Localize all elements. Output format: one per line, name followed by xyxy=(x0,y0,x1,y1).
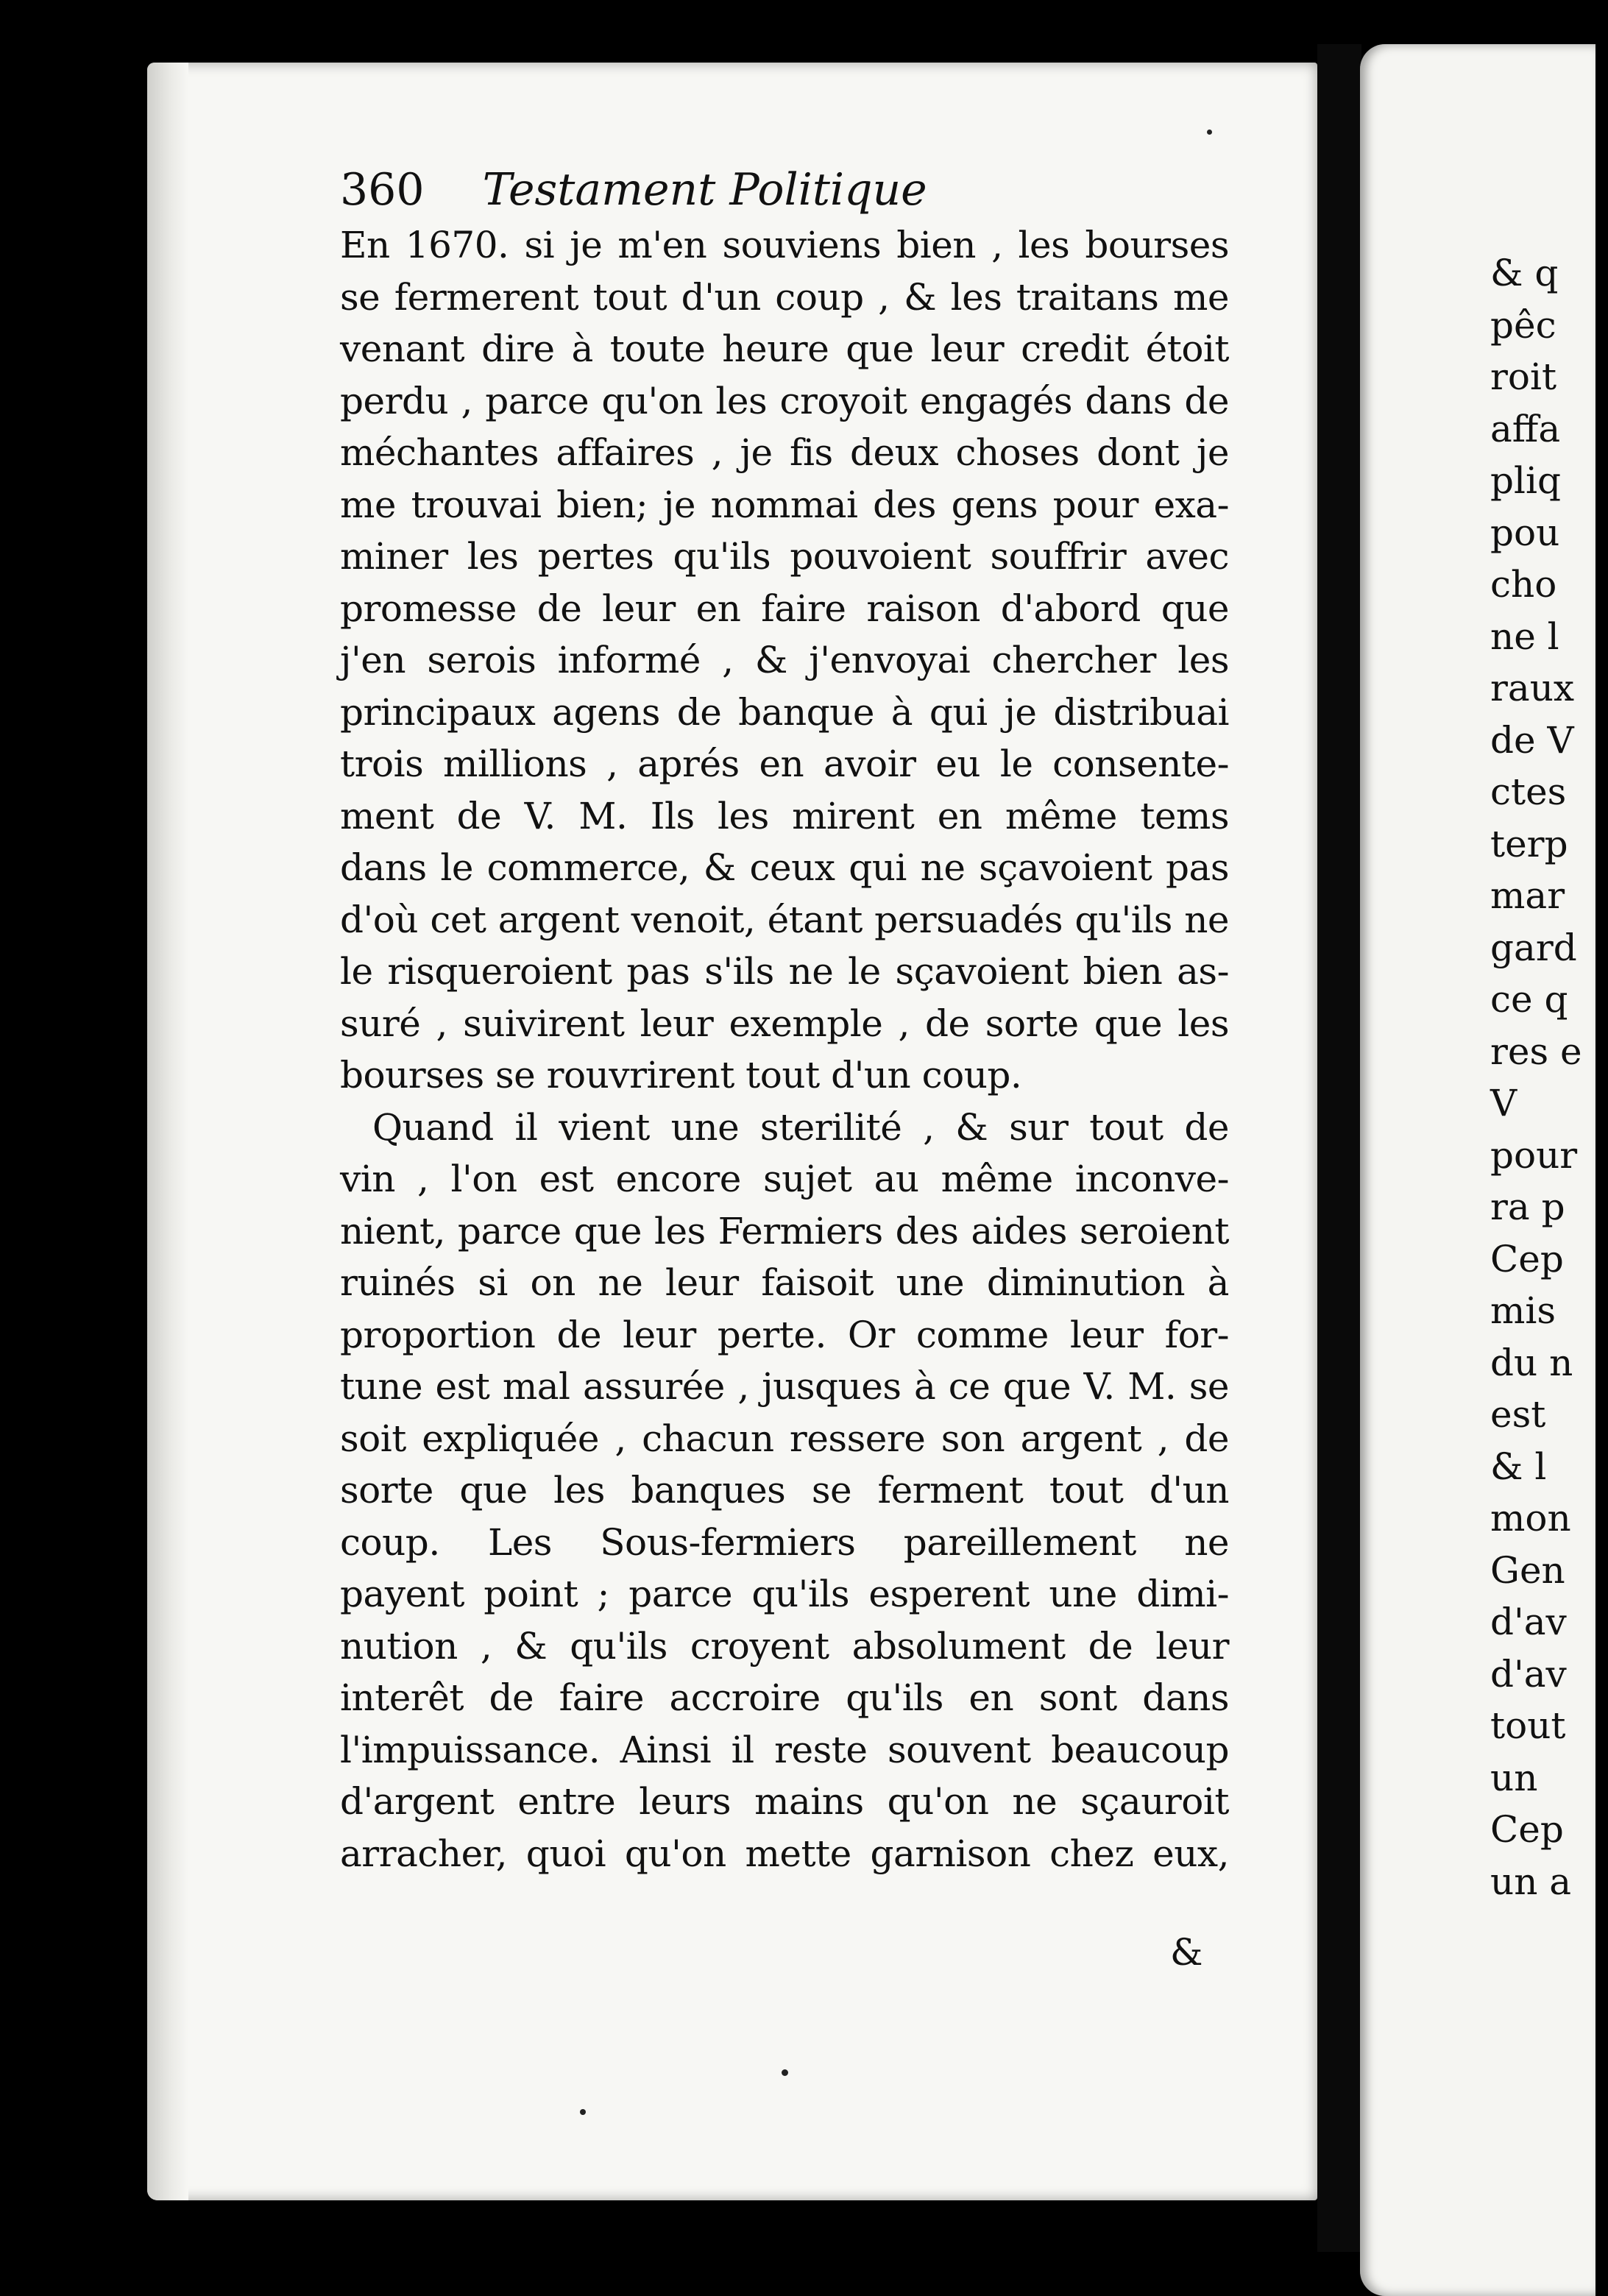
paragraph-last-line: bourses se rouvrirent tout d'un coup. xyxy=(340,1054,1022,1096)
facing-text-fragment: ne l xyxy=(1490,614,1559,658)
ink-speck xyxy=(1207,130,1212,135)
facing-text-fragment: gard xyxy=(1490,926,1577,969)
text-line: proportion de leur perte. Or comme leur for- xyxy=(340,1313,1229,1356)
text-line: nution , & qu'ils croyent absolument de leur xyxy=(340,1624,1229,1668)
facing-text-fragment: V xyxy=(1490,1082,1517,1124)
text-line: interêt de faire accroire qu'ils en sont dans xyxy=(340,1676,1229,1719)
facing-text-fragment: tout xyxy=(1490,1704,1566,1747)
text-line: trois millions , aprés en avoir eu le consente- xyxy=(340,743,1229,785)
text-line: méchantes affaires , je fis deux choses dont je xyxy=(340,431,1229,474)
facing-text-fragment: de V xyxy=(1490,718,1574,762)
catchword: & xyxy=(1170,1931,1203,1974)
facing-text-fragment: un a xyxy=(1490,1860,1572,1903)
text-line: d'argent entre leurs mains qu'on ne sçauroit xyxy=(340,1780,1229,1823)
text-line: soit expliquée , chacun ressere son argent , de xyxy=(340,1417,1229,1460)
facing-text-fragment: & q xyxy=(1490,252,1559,294)
text-line: ment de V. M. Ils les mirent en même tems xyxy=(340,794,1229,837)
facing-text-fragment: raux xyxy=(1490,667,1575,709)
facing-text-fragment: pour xyxy=(1490,1133,1578,1177)
facing-text-fragment: Gen xyxy=(1490,1548,1565,1592)
facing-text-fragment: terp xyxy=(1490,822,1568,865)
facing-text-fragment: mis xyxy=(1490,1289,1556,1332)
facing-text-fragment: Cep xyxy=(1490,1237,1564,1280)
paragraph-first-line: Quand il vient une sterilité , & sur tout de xyxy=(372,1105,1229,1149)
facing-text-fragment: pliq xyxy=(1490,459,1561,502)
page-number: 360 xyxy=(340,164,425,216)
facing-text-fragment: pêc xyxy=(1490,303,1556,347)
facing-text-fragment: mar xyxy=(1490,874,1565,917)
text-line: venant dire à toute heure que leur credit étoit xyxy=(340,327,1229,370)
body-text xyxy=(340,219,1229,1879)
page-gutter xyxy=(1317,44,1361,2252)
facing-text-fragment: d'av xyxy=(1490,1652,1567,1696)
text-line: nient, parce que les Fermiers des aides seroient xyxy=(340,1209,1229,1252)
text-line: miner les pertes qu'ils pouvoient souffrir avec xyxy=(340,535,1229,578)
ink-speck xyxy=(782,2069,788,2076)
facing-page-text xyxy=(1490,247,1608,1907)
text-line: vin , l'on est encore sujet au même inconve- xyxy=(340,1158,1229,1200)
text-line: coup. Les Sous-fermiers pareillement ne xyxy=(340,1520,1229,1564)
facing-text-fragment: pou xyxy=(1490,511,1560,554)
text-line: perdu , parce qu'on les croyoit engagés dans de xyxy=(340,379,1229,422)
facing-text-fragment: res e xyxy=(1490,1030,1582,1073)
text-line: le risqueroient pas s'ils ne le sçavoient bien as- xyxy=(340,950,1229,993)
facing-text-fragment: est xyxy=(1490,1393,1546,1436)
facing-text-fragment: ra p xyxy=(1490,1186,1565,1228)
text-line: En 1670. si je m'en souviens bien , les bourses xyxy=(340,224,1229,266)
facing-text-fragment: cho xyxy=(1490,563,1557,606)
facing-text-fragment: un xyxy=(1490,1756,1538,1799)
text-line: sorte que les banques se ferment tout d'un xyxy=(340,1469,1229,1512)
text-line: ruinés si on ne leur faisoit une diminution à xyxy=(340,1261,1229,1304)
facing-text-fragment: du n xyxy=(1490,1341,1573,1384)
facing-text-fragment: mon xyxy=(1490,1497,1571,1539)
text-line: arracher, quoi qu'on mette garnison chez eux, xyxy=(340,1832,1229,1875)
text-line: j'en serois informé , & j'envoyai chercher les xyxy=(340,639,1229,681)
facing-text-fragment: ce q xyxy=(1490,978,1568,1021)
facing-text-fragment: d'av xyxy=(1490,1601,1567,1643)
text-line: me trouvai bien; je nommai des gens pour exa- xyxy=(340,483,1229,526)
facing-text-fragment: Cep xyxy=(1490,1808,1564,1851)
text-line: suré , suivirent leur exemple , de sorte que les xyxy=(340,1002,1229,1045)
facing-text-fragment: affa xyxy=(1490,407,1561,450)
binding-shadow xyxy=(147,63,188,2200)
running-title: Testament Politique xyxy=(482,164,927,216)
facing-text-fragment: ctes xyxy=(1490,770,1567,813)
text-line: d'où cet argent venoit, étant persuadés qu'ils ne xyxy=(340,898,1229,941)
facing-text-fragment: & l xyxy=(1490,1445,1547,1488)
text-line: dans le commerce, & ceux qui ne sçavoient pas xyxy=(340,846,1229,889)
text-line: payent point ; parce qu'ils esperent une dimi- xyxy=(340,1573,1229,1615)
running-head xyxy=(340,160,1297,219)
text-line: se fermerent tout d'un coup , & les traitans me xyxy=(340,275,1229,319)
text-line: tune est mal assurée , jusques à ce que V. M. se xyxy=(340,1365,1229,1408)
text-line: l'impuissance. Ainsi il reste souvent beaucoup xyxy=(340,1728,1229,1771)
facing-text-fragment: roit xyxy=(1490,355,1557,398)
text-line: principaux agens de banque à qui je distribuai xyxy=(340,690,1229,734)
ink-speck xyxy=(580,2109,586,2115)
text-line: promesse de leur en faire raison d'abord que xyxy=(340,587,1229,630)
